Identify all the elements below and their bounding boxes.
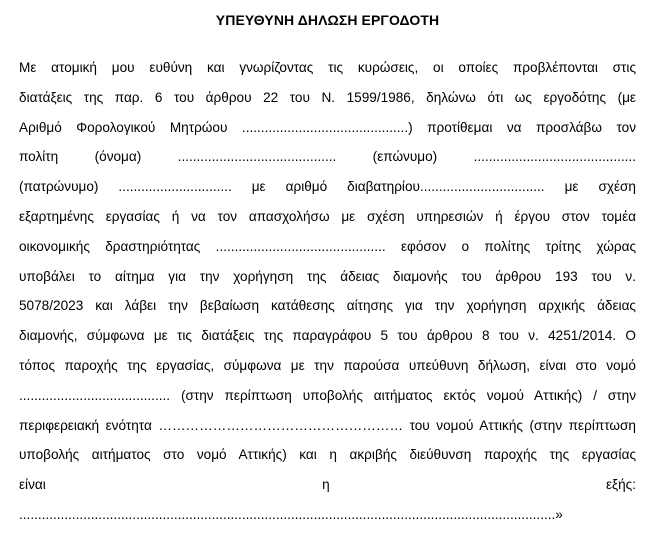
- body-line-16: ..............................................................................................................................................»: [19, 506, 563, 522]
- body-line-3: Αριθμό Φορολογικού Μητρώου ............................................) προτίθεμαι να προσλάβω τον: [19, 119, 636, 135]
- body-line-4: πολίτη (όνομα) .......................................... (επώνυμο) ...........................................: [19, 149, 636, 165]
- body-line-10: διαμονής, σύμφωνα με τις διατάξεις της παραγράφου 5 του άρθρου 8 του ν. 4251/2014. Ο: [19, 328, 636, 344]
- body-line-14: υποβολής αιτήματος στο νομό Αττικής) και η ακριβής διεύθυνση παροχής της εργασίας: [19, 447, 636, 463]
- body-line-5: (πατρώνυμο) .............................. με αριθμό διαβατηρίου................................. με σχέση: [19, 179, 636, 195]
- document-title: ΥΠΕΥΘΥΝΗ ΔΗΛΩΣΗ ΕΡΓΟΔΟΤΗ: [215, 12, 440, 28]
- body-line-2: διατάξεις της παρ. 6 του άρθρου 22 του Ν. 1599/1986, δηλώνω ότι ως εργοδότης (με: [19, 89, 636, 105]
- body-line-6: εξαρτημένης εργασίας ή να τον απασχολήσω με σχέση υπηρεσιών ή έργου στον τομέα: [19, 208, 636, 224]
- body-line-11: τόπος παροχής της εργασίας, σύμφωνα με την παρούσα υπεύθυνη δήλωση, είναι στο νομό: [19, 357, 636, 373]
- body-line-15: είναι η εξής:: [19, 477, 636, 493]
- body-line-8: υποβάλει το αίτημα για την χορήγηση της άδειας διαμονής του άρθρου 193 του ν.: [19, 268, 636, 284]
- body-line-1: Με ατομική μου ευθύνη και γνωρίζοντας τις κυρώσεις, οι οποίες προβλέπονται στις: [19, 60, 636, 75]
- body-line-9: 5078/2023 και λάβει την βεβαίωση κατάθεσης αίτησης για την χορήγηση αρχικής άδειας: [19, 298, 636, 314]
- body-line-12: ........................................ (στην περίπτωση υποβολής αιτήματος εκτός νομού Αττικής) / στην: [19, 387, 636, 403]
- body-line-13: περιφερειακή ενότητα ……………………………………………… του νομού Αττικής (στην περίπτωση: [19, 417, 636, 433]
- declaration-body: [19, 53, 636, 530]
- body-line-7: οικονομικής δραστηριότητας ............................................. εφόσον ο πολίτης τρίτης χώρας: [19, 238, 636, 254]
